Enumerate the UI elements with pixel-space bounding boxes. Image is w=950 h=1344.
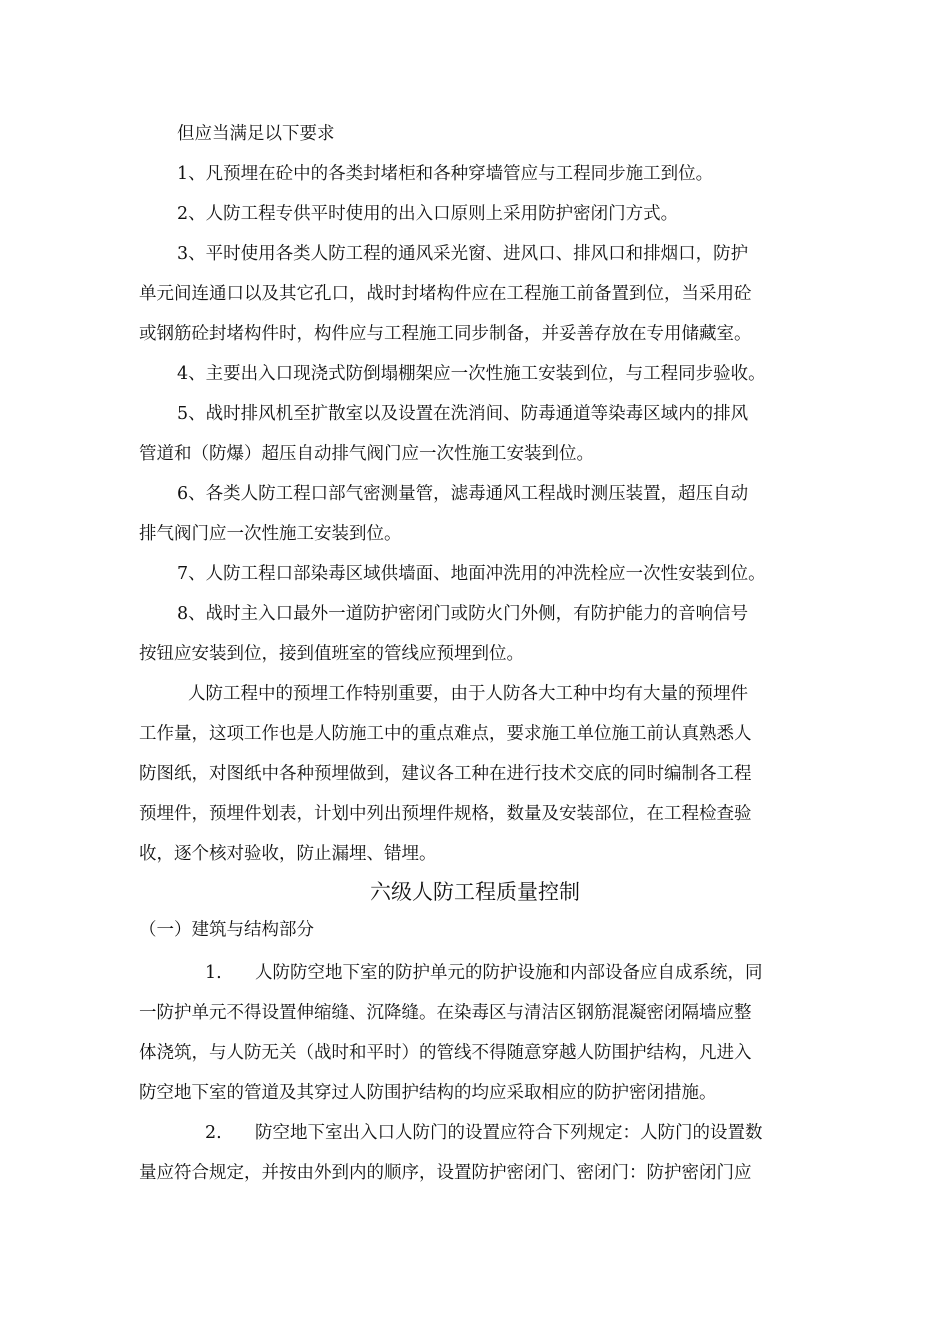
note-line-1: 人防工程中的预埋工作特别重要，由于人防各大工种中均有大量的预埋件 xyxy=(188,684,748,704)
requirement-5-line-1: 5、战时排风机至扩散室以及设置在洗消间、防毒通道等染毒区域内的排风 xyxy=(177,404,749,424)
requirement-6-line-1: 6、各类人防工程口部气密测量管，滤毒通风工程战时测压装置，超压自动 xyxy=(177,484,749,504)
requirement-3-line-3: 或钢筋砼封堵构件时，构件应与工程施工同步制备，并妥善存放在专用储藏室。 xyxy=(139,324,752,344)
item-1-number: 1. xyxy=(205,963,222,983)
requirement-6-line-2: 排气阀门应一次性施工安装到位。 xyxy=(139,524,402,544)
item-1-line-3: 体浇筑，与人防无关（战时和平时）的管线不得随意穿越人防围护结构，凡进入 xyxy=(139,1043,752,1063)
note-line-5: 收，逐个核对验收，防止漏埋、错埋。 xyxy=(139,844,437,864)
requirement-3-line-1: 3、平时使用各类人防工程的通风采光窗、进风口、排风口和排烟口，防护 xyxy=(177,244,749,264)
intro-line: 但应当满足以下要求 xyxy=(177,124,335,144)
item-2-line-2: 量应符合规定，并按由外到内的顺序，设置防护密闭门、密闭门：防护密闭门应 xyxy=(139,1163,752,1183)
section-title: 六级人防工程质量控制 xyxy=(370,880,580,904)
item-2-number: 2. xyxy=(205,1123,222,1143)
item-1-line-2: 一防护单元不得设置伸缩缝、沉降缝。在染毒区与清洁区钢筋混凝密闭隔墙应整 xyxy=(139,1003,752,1023)
requirement-8-line-2: 按钮应安装到位，接到值班室的管线应预埋到位。 xyxy=(139,644,524,664)
requirement-1-line-1: 1、凡预埋在砼中的各类封堵柜和各种穿墙管应与工程同步施工到位。 xyxy=(177,164,714,184)
requirement-5-line-2: 管道和（防爆）超压自动排气阀门应一次性施工安装到位。 xyxy=(139,444,594,464)
subsection-title: （一）建筑与结构部分 xyxy=(139,920,314,940)
item-1-line-4: 防空地下室的管道及其穿过人防围护结构的均应采取相应的防护密闭措施。 xyxy=(139,1083,717,1103)
requirement-4-line-1: 4、主要出入口现浇式防倒塌棚架应一次性施工安装到位，与工程同步验收。 xyxy=(177,364,766,384)
requirement-3-line-2: 单元间连通口以及其它孔口，战时封堵构件应在工程施工前备置到位，当采用砼 xyxy=(139,284,752,304)
note-line-4: 预埋件，预埋件划表，计划中列出预埋件规格，数量及安装部位，在工程检查验 xyxy=(139,804,752,824)
requirement-2-line-1: 2、人防工程专供平时使用的出入口原则上采用防护密闭门方式。 xyxy=(177,204,679,224)
item-2-line-1: 防空地下室出入口人防门的设置应符合下列规定：人防门的设置数 xyxy=(255,1123,763,1143)
requirement-8-line-1: 8、战时主入口最外一道防护密闭门或防火门外侧，有防护能力的音响信号 xyxy=(177,604,749,624)
note-line-3: 防图纸，对图纸中各种预埋做到，建议各工种在进行技术交底的同时编制各工程 xyxy=(139,764,752,784)
requirement-7-line-1: 7、人防工程口部染毒区域供墙面、地面冲洗用的冲洗栓应一次性安装到位。 xyxy=(177,564,766,584)
note-line-2: 工作量，这项工作也是人防施工中的重点难点，要求施工单位施工前认真熟悉人 xyxy=(139,724,752,744)
item-1-line-1: 人防防空地下室的防护单元的防护设施和内部设备应自成系统，同 xyxy=(255,963,763,983)
